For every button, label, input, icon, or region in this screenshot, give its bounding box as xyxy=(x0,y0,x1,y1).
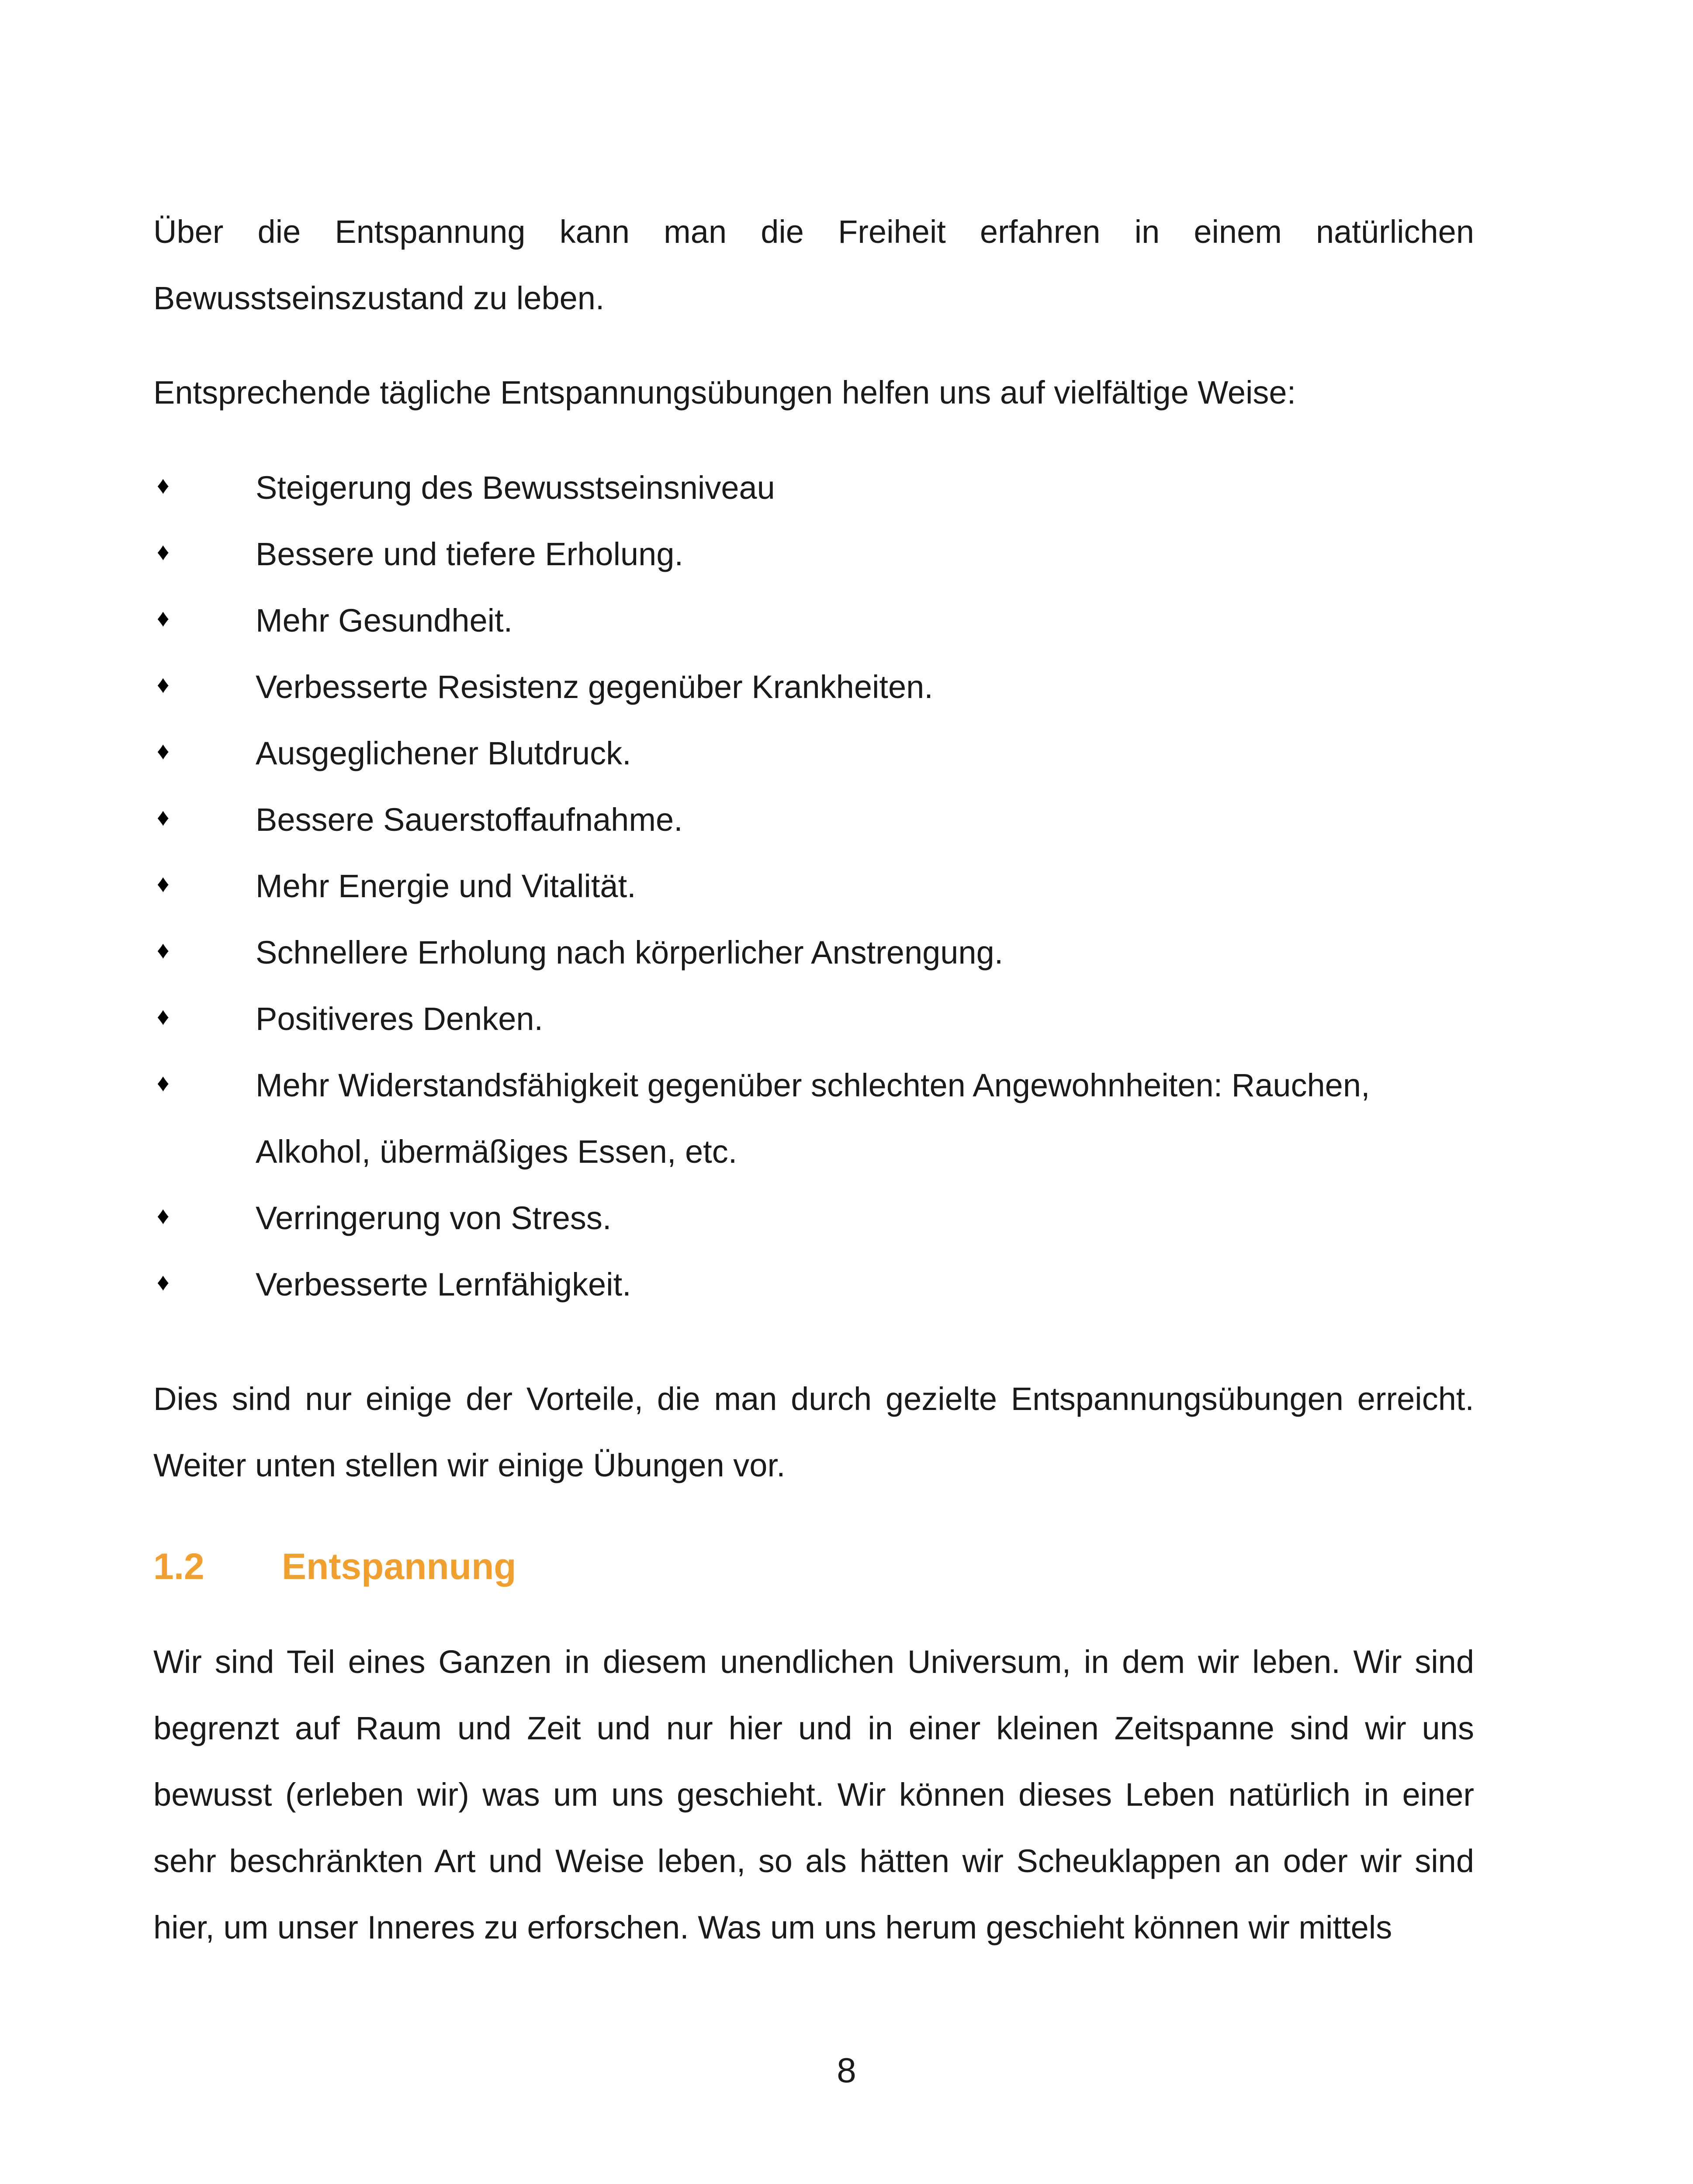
list-item-text: Verbesserte Resistenz gegenüber Krankheiten. xyxy=(256,669,933,705)
list-item-text: Bessere Sauerstoffaufnahme. xyxy=(256,802,683,838)
list-item-text: Verringerung von Stress. xyxy=(256,1200,612,1236)
list-item-text: Ausgeglichener Blutdruck. xyxy=(256,735,631,771)
list-item xyxy=(153,455,1474,521)
diamond-bullet-icon: ♦ xyxy=(157,936,170,964)
section-title: Entspannung xyxy=(282,1546,516,1587)
list-item-text: Steigerung des Bewusstseinsniveau xyxy=(256,470,775,506)
list-item xyxy=(153,919,1474,986)
body-paragraph: Wir sind Teil eines Ganzen in diesem unendlichen Universum, in dem wir leben. Wir sind begrenzt auf Raum und Zeit und nur hier und in einer kleinen Zeitspanne sind wir uns bewusst (erleben wir) was um uns geschieht. Wir können dieses Leben natürlich in einer sehr beschränkten Art und Weise leben, so als hätten wir Scheuklappen an oder wir sind hier, um unser Inneres zu erforschen. Was um uns herum geschieht können wir mittels xyxy=(153,1644,1474,1946)
list-item-text: Mehr Gesundheit. xyxy=(256,602,513,639)
lead-paragraph: Entsprechende tägliche Entspannungsübungen helfen uns auf vielfältige Weise: xyxy=(153,374,1296,411)
document-page xyxy=(153,199,1474,1961)
diamond-bullet-icon: ♦ xyxy=(157,737,170,764)
list-item xyxy=(153,720,1474,787)
intro-paragraph-line-2: Bewusstseinszustand zu leben. xyxy=(153,280,605,316)
diamond-bullet-icon: ♦ xyxy=(157,1002,170,1030)
diamond-bullet-icon: ♦ xyxy=(157,471,170,499)
list-item xyxy=(153,853,1474,919)
list-item xyxy=(153,1251,1474,1318)
section-number: 1.2 xyxy=(153,1546,204,1587)
list-item-text: Positiveres Denken. xyxy=(256,1001,544,1037)
diamond-bullet-icon: ♦ xyxy=(157,1268,170,1296)
summary-paragraph: Dies sind nur einige der Vorteile, die man durch gezielte Entspannungsübungen erreicht. Weiter unten stellen wir einige Übungen vor. xyxy=(153,1381,1474,1483)
diamond-bullet-icon: ♦ xyxy=(157,1069,170,1096)
list-item-text: Bessere und tiefere Erholung. xyxy=(256,536,684,572)
diamond-bullet-icon: ♦ xyxy=(157,803,170,831)
diamond-bullet-icon: ♦ xyxy=(157,870,170,897)
page-number: 8 xyxy=(837,2051,856,2090)
list-item xyxy=(153,986,1474,1052)
diamond-bullet-icon: ♦ xyxy=(157,670,170,698)
list-item-text: Mehr Energie und Vitalität. xyxy=(256,868,636,904)
benefits-list xyxy=(153,455,1474,1318)
section-heading xyxy=(153,1538,1474,1595)
diamond-bullet-icon: ♦ xyxy=(157,604,170,632)
diamond-bullet-icon: ♦ xyxy=(157,1202,170,1229)
list-item-text: Verbesserte Lernfähigkeit. xyxy=(256,1266,631,1303)
list-item xyxy=(153,1052,1474,1185)
list-item-text: Schnellere Erholung nach körperlicher Anstrengung. xyxy=(256,934,1004,971)
list-item xyxy=(153,587,1474,654)
list-item xyxy=(153,787,1474,853)
list-item xyxy=(153,1185,1474,1251)
intro-paragraph-line-1: Über die Entspannung kann man die Freiheit erfahren in einem natürlichen xyxy=(153,214,1474,250)
diamond-bullet-icon: ♦ xyxy=(157,538,170,565)
list-item xyxy=(153,521,1474,587)
list-item-text: Mehr Widerstandsfähigkeit gegenüber schlechten Angewohnheiten: Rauchen, Alkohol, übermäßiges Essen, etc. xyxy=(256,1067,1370,1170)
list-item xyxy=(153,654,1474,720)
